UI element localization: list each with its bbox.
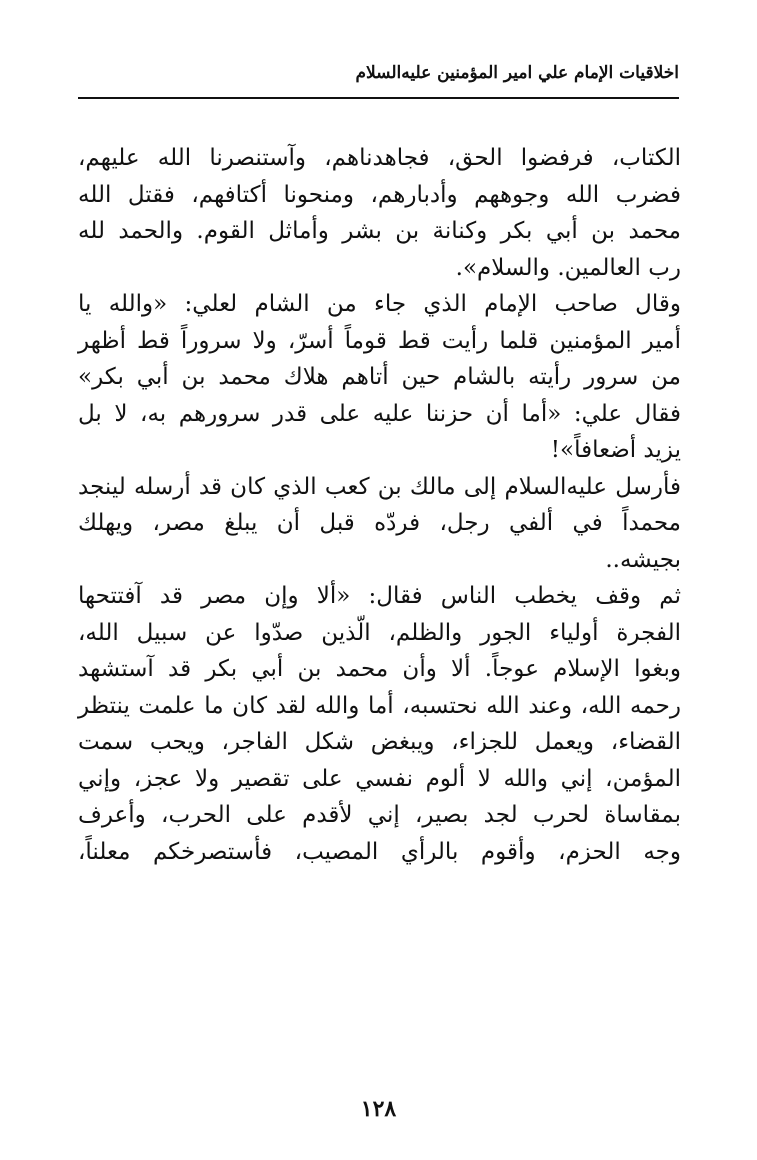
text-line: يزيد أضعافاً»! [550, 437, 681, 463]
text-line: المؤمن، إني والله لا ألوم نفسي على تقصير ولا عجز، وإني [78, 765, 681, 792]
text-line: وبغوا الإسلام عوجاً. ألا وأن محمد بن أبي بكر قد آستشهد [78, 656, 681, 682]
text-line: محمد بن أبي بكر وكنانة بن بشر وأماثل القوم. والحمد لله [78, 218, 681, 244]
text-line: القضاء، ويعمل للجزاء، ويبغض شكل الفاجر، ويحب سمت [78, 729, 681, 755]
text-line: فأرسل عليه‌السلام إلى مالك بن كعب الذي كان قد أرسله لينجد [78, 473, 681, 500]
running-header: اخلاقيات الإمام علي امير المؤمنين عليه‌السلام [355, 63, 679, 83]
text-line: بمقاساة لحرب لجد بصير، إني لأقدم على الحرب، وأعرف [78, 802, 681, 828]
paragraph-1 [78, 140, 681, 286]
text-line: وقال صاحب الإمام الذي جاء من الشام لعلي: «والله يا [78, 291, 681, 317]
text-line: رحمه الله، وعند الله نحتسبه، أما والله لقد كان ما علمت ينتظر [78, 692, 681, 719]
text-line: بجيشه.. [605, 546, 681, 573]
paragraph-4 [78, 578, 681, 870]
text-line: فقال علي: «أما أن حزننا عليه على قدر سرورهم به، لا بل [78, 400, 681, 427]
text-line: رب العالمين. والسلام». [455, 254, 681, 281]
page-body [78, 140, 681, 870]
text-line: محمداً في ألفي رجل، فردّه قبل أن يبلغ مصر، ويهلك [78, 510, 681, 536]
text-line: فضرب الله وجوههم وأدبارهم، ومنحونا أكتافهم، فقتل الله [78, 181, 681, 208]
header-rule [78, 97, 679, 99]
text-line: ثم وقف يخطب الناس فقال: «ألا وإن مصر قد آفتتحها [78, 583, 681, 609]
text-line: أمير المؤمنين قلما رأيت قط قوماً أسرّ، ولا سروراً قط أظهر [78, 327, 681, 354]
text-line: الفجرة أولياء الجور والظلم، الّذين صدّوا عن سبيل الله، [78, 619, 681, 646]
text-line: من سرور رأيته بالشام حين أتاهم هلاك محمد بن أبي بكر» [78, 364, 681, 390]
text-line: وجه الحزم، وأقوم بالرأي المصيب، فأستصرخكم معلناً، [78, 838, 681, 865]
page-number: ١٢٨ [360, 1096, 397, 1122]
paragraph-2 [78, 286, 681, 469]
paragraph-3 [78, 469, 681, 579]
text-line: الكتاب، فرفضوا الحق، فجاهدناهم، وآستنصرنا الله عليهم، [78, 145, 681, 171]
